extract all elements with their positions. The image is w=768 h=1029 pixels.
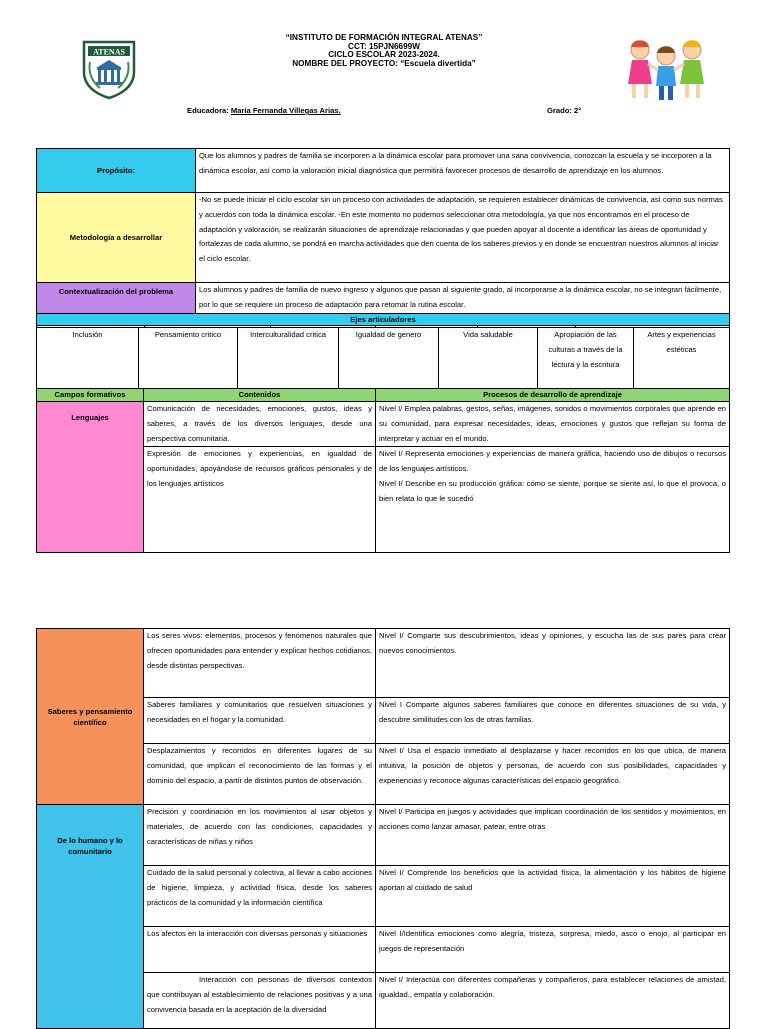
- lenguajes-contenido-2: Expresión de emociones y experiencias, en igualdad de oportunidades, apoyándose de recursos gráficos personales y de los lenguajes artísticos: [144, 447, 376, 553]
- planning-table-bottom: [36, 628, 730, 1029]
- eje-cell-vida-saludable: Vida saludable: [439, 328, 538, 389]
- lenguajes-label: Lenguajes: [37, 402, 144, 553]
- school-cycle: CICLO ESCOLAR 2023-2024.: [328, 50, 440, 59]
- educadora-line: [187, 106, 341, 115]
- contenidos-label: Contenidos: [144, 389, 376, 402]
- ejes-header-row: [37, 314, 730, 326]
- proposito-row: [37, 149, 730, 193]
- humano-row-1: [37, 805, 730, 866]
- humano-label: De lo humano y lo comunitario: [37, 805, 144, 1029]
- lenguajes-proceso-2a: Nivel I/ Representa emociones y experiencias de manera gráfica, haciendo uso de dibujos o recursos de los lenguajes artísticos.: [379, 449, 726, 474]
- metodologia-text: -No se puede iniciar el ciclo escolar sin un proceso con actividades de adaptación, se requieren establecer dinámicas de convivencia, así como sus normas y acuerdos con toda la dinámica escolar. -En este momento no podemos seleccionar otra metodología, ya que nos encontramos en el proceso de adaptación y valoración, se realizarán situaciones de aprendizaje relacionadas y que pueden apoyar al docente a identificar las áreas de oportunidad y fortalezas de cada alumno, se pondrá en marcha actividades que den cuenta de los saberes previos y en donde se encuentran nuestros alumnos al iniciar el ciclo escolar.: [196, 193, 730, 283]
- saberes-contenido-3: Desplazamientos y recorridos en diferentes lugares de su comunidad, que implican el reconocimiento de las formas y el dominio del espacio, a partir de distintos puntos de observación.: [144, 744, 376, 805]
- saberes-label: Saberes y pensamiento científico: [37, 629, 144, 805]
- lenguajes-proceso-2b: Nivel I/ Describe en su producción gráfica: cómo se siente, porque se siente así, lo que el provoca, o bien relata lo que le sucedió: [379, 478, 726, 503]
- contexto-row: [37, 283, 730, 314]
- saberes-proceso-1: Nivel I/ Comparte sus descubrimientos, ideas y opiniones, y escucha las de sus pares para crear nuevos conocimientos.: [376, 629, 730, 698]
- contexto-label: Contextualización del problema: [37, 283, 196, 314]
- kids-illustration: [620, 34, 712, 104]
- ejes-table: [36, 327, 730, 389]
- humano-contenido-4: Interacción con personas de diversos contextos que contribuyan al establecimiento de relaciones positivas y a una convivencia basada en la aceptación de la diversidad: [144, 973, 376, 1029]
- project-name: NOMBRE DEL PROYECTO: “Escuela divertida”: [292, 58, 476, 68]
- campos-header-row: [37, 389, 730, 402]
- educadora-label: Educadora:: [187, 106, 229, 115]
- lenguajes-contenido-1: Comunicación de necesidades, emociones, gustos, ideas y saberes, a través de los diversos lenguajes, desde una perspectiva comunitaria.: [144, 402, 376, 447]
- educadora-name: María Fernanda Villegas Arias.: [230, 106, 341, 115]
- saberes-row-1: [37, 629, 730, 698]
- saberes-proceso-2: Nivel I Comparte algunos saberes familiares que conoce en diferentes situaciones de su vida, y descubre similitudes con los de otras familias.: [376, 698, 730, 744]
- humano-contenido-1: Precisión y coordinación en los movimientos al usar objetos y materiales, de acuerdo con las condiciones, capacidades y características de niñas y niños: [144, 805, 376, 866]
- saberes-contenido-1: Los seres vivos: elementos, procesos y fenómenos naturales que ofrecen oportunidades para entender y explicar hechos cotidianos, desde distintas perspectivas.: [144, 629, 376, 698]
- humano-contenido-2: Cuidado de la salud personal y colectiva, al llevar a cabo acciones de higiene, limpieza, y actividad física, desde los saberes prácticos de la comunidad y la información científica: [144, 866, 376, 927]
- lenguajes-row-1: [37, 402, 730, 447]
- ejes-articuladores-row: [37, 328, 730, 389]
- cct: CCT: 15PJN6699W: [348, 41, 420, 51]
- humano-proceso-4: Nivel I/ Interactúa con diferentes compañeras y compañeros, para establecer relaciones de amistad, igualdad., empatía y colaboración.: [376, 973, 730, 1029]
- eje-cell-inclusion: Inclusión: [37, 328, 139, 389]
- saberes-proceso-3: Nivel I/ Usa el espacio inmediato al desplazarse y hacer recorridos en los que ubica, de manera intuitiva, la posición de objetos y personas, de acuerdo con sus posibilidades, capacidades y experiencias y reconoce algunas características del espacio geográfico.: [376, 744, 730, 805]
- eje-cell-artes: Artes y experiencias estéticas: [634, 328, 730, 389]
- campos-table: [36, 388, 730, 553]
- logo-text: ATENAS: [93, 47, 125, 57]
- saberes-contenido-2: Saberes familiares y comunitarios que resuelven situaciones y necesidades en el hogar y la comunidad.: [144, 698, 376, 744]
- lenguajes-proceso-1: Nivel I/ Emplea palabras, gestos, señas, imágenes, sonidos o movimientos corporales que aprende en su comunidad, para expresar necesidades, ideas, emociones y gustos que reflejan su forma de interpretar y actuar en el mundo.: [376, 402, 730, 447]
- humano-contenido-3: Los afectos en la interacción con diversas personas y situaciones: [144, 927, 376, 973]
- metodologia-row: [37, 193, 730, 283]
- humano-proceso-2: Nivel I/ Comprende los beneficios que la actividad física, la alimentación y los hábitos de higiene aportan al cuidado de salud: [376, 866, 730, 927]
- grado-label: Grado: 2°: [547, 106, 582, 115]
- eje-cell-apropiacion: Apropiación de las culturas a través de la lectura y la escritura: [538, 328, 634, 389]
- campos-label: Campos formativos: [37, 389, 144, 402]
- proposito-text: Que los alumnos y padres de familia se incorporen a la dinámica escolar para promover una sana convivencia, conozcan la escuela y se incorporen a la dinámica escolar, así como la valoración inicial diagnóstica que permitirá favorecer procesos de desarrollo de aprendizaje en los alumnos.: [196, 149, 730, 193]
- eje-cell-igualdad: Igualdad de genero: [339, 328, 439, 389]
- ejes-label: Ejes articuladores: [37, 314, 730, 326]
- lenguajes-proceso-2: [376, 447, 730, 553]
- contexto-text: Los alumnos y padres de familia de nuevo ingreso y algunos que pasan al siguiente grado, al incorporarse a la dinámica escolar, no se integran fácilmente, por lo que se requiere un proceso de adaptación para retomar la rutina escolar.: [196, 283, 730, 314]
- eje-cell-pensamiento: Pensamiento critico: [139, 328, 238, 389]
- humano-proceso-3: Nivel I/Identifica emociones como alegría, tristeza, sorpresa, miedo, asco o enojo, al participar en juegos de representación: [376, 927, 730, 973]
- atenas-logo: [78, 38, 140, 100]
- humano-proceso-1: Nivel I/ Participa en juegos y actividades que implican coordinación de los sentidos y movimientos, en acciones como lanzar amasar, patear, entre otras: [376, 805, 730, 866]
- proposito-label: Propósito:: [37, 149, 196, 193]
- institute-name: “INSTITUTO DE FORMACIÓN INTEGRAL ATENAS”: [285, 33, 483, 42]
- procesos-label: Procesos de desarrollo de aprendizaje: [376, 389, 730, 402]
- header-title: [200, 34, 568, 68]
- eje-cell-interculturalidad: Interculturalidad critica: [238, 328, 339, 389]
- metodologia-label: Metodología a desarrollar: [37, 193, 196, 283]
